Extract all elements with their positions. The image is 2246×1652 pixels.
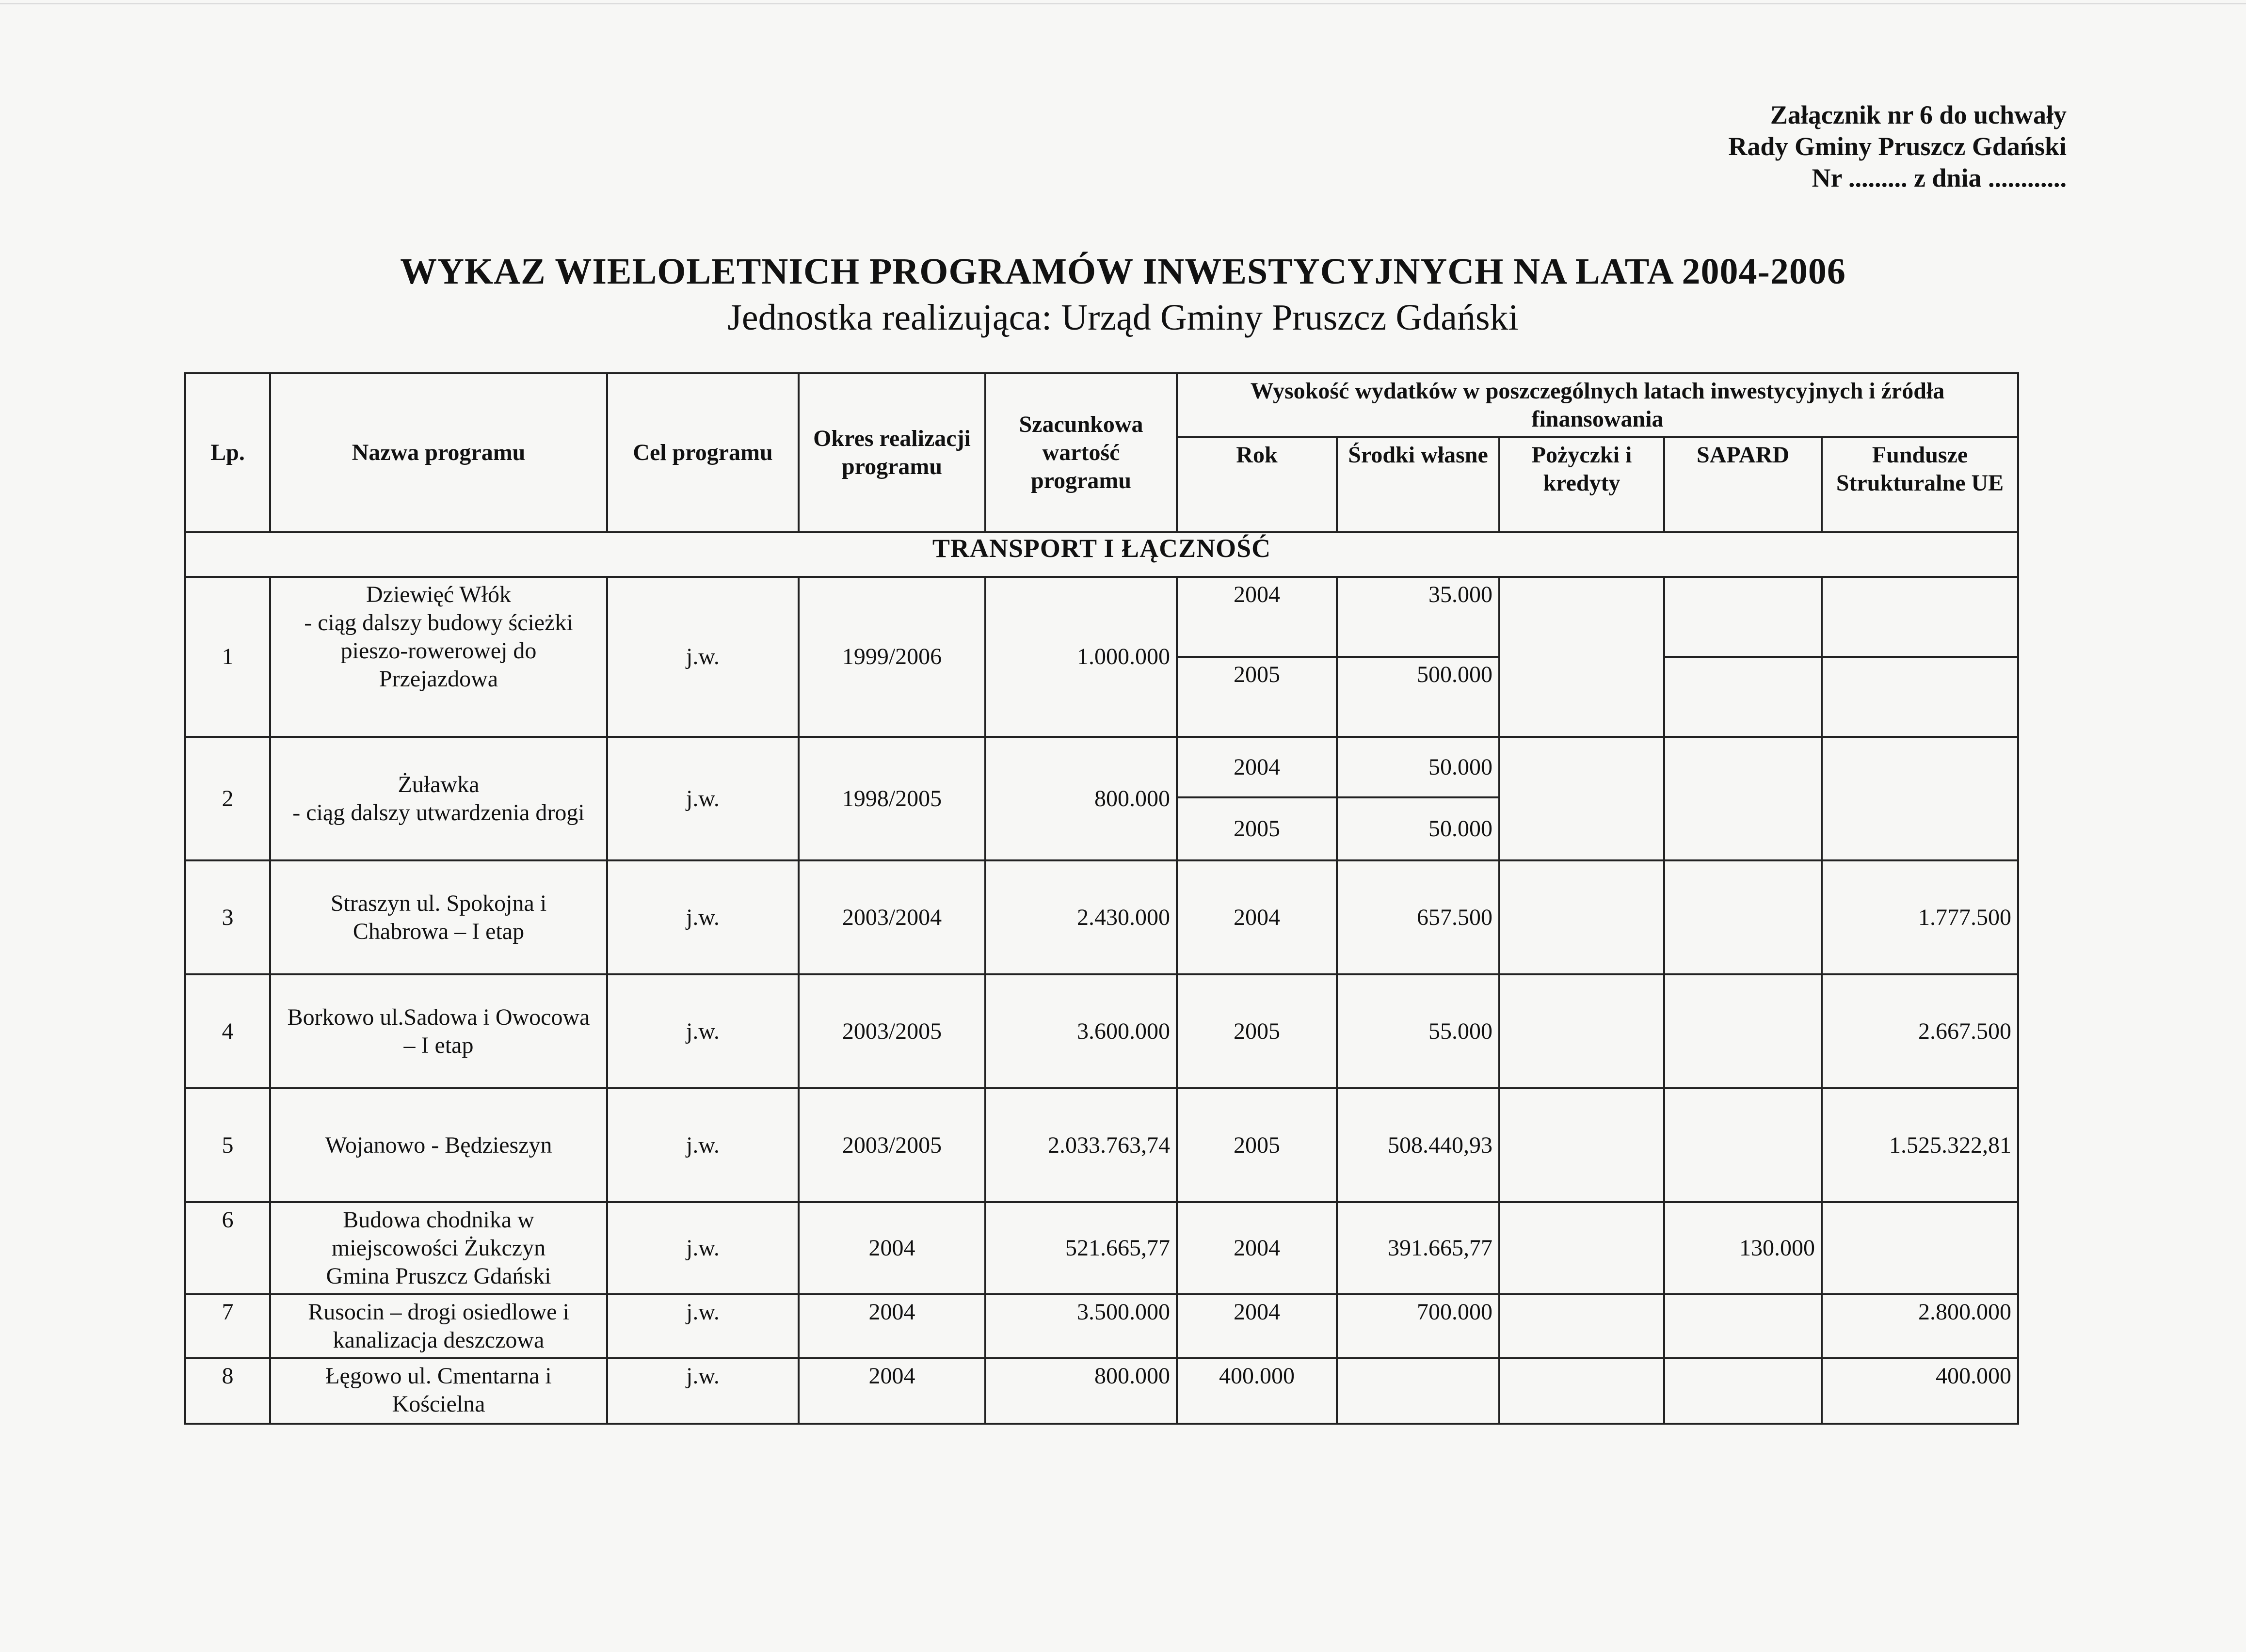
row-nazwa <box>270 1294 607 1358</box>
table-row <box>185 1358 2018 1424</box>
row-okres: 2004 <box>799 1358 985 1424</box>
row-nazwa-line: Dziewięć Włók <box>366 582 511 607</box>
table-row <box>185 860 2018 974</box>
row-wartosc: 800.000 <box>985 1358 1177 1424</box>
row-sapard <box>1664 1358 1822 1424</box>
row-sapard <box>1664 1088 1822 1202</box>
row-lp: 4 <box>185 974 270 1088</box>
row-lp: 5 <box>185 1088 270 1202</box>
header-cel: Cel programu <box>607 373 799 532</box>
row-srodki: 50.000 <box>1337 737 1499 797</box>
row-srodki: 500.000 <box>1337 657 1499 737</box>
row-nazwa <box>270 860 607 974</box>
table-row <box>185 1294 2018 1358</box>
row-sapard <box>1664 860 1822 974</box>
header-wartosc: Szacunkowa wartość programu <box>985 373 1177 532</box>
table-row <box>185 1202 2018 1294</box>
header-okres: Okres realizacji programu <box>799 373 985 532</box>
row-wartosc: 3.600.000 <box>985 974 1177 1088</box>
row-pozyczki <box>1499 1358 1664 1424</box>
row-fundusze <box>1822 1202 2018 1294</box>
row-lp: 8 <box>185 1358 270 1424</box>
row-nazwa <box>270 577 607 737</box>
row-nazwa-line: Rusocin – drogi osiedlowe i <box>308 1299 569 1325</box>
row-srodki: 50.000 <box>1337 797 1499 860</box>
header-nazwa: Nazwa programu <box>270 373 607 532</box>
row-cel: j.w. <box>607 1294 799 1358</box>
row-sapard <box>1664 974 1822 1088</box>
header-row-1 <box>185 373 2018 437</box>
annex-note <box>1728 99 2067 194</box>
row-wartosc: 1.000.000 <box>985 577 1177 737</box>
row-fundusze: 1.525.322,81 <box>1822 1088 2018 1202</box>
row-rok: 2005 <box>1177 1088 1337 1202</box>
row-srodki: 508.440,93 <box>1337 1088 1499 1202</box>
table-row <box>185 1088 2018 1202</box>
row-sapard <box>1664 737 1822 860</box>
row-nazwa-line: Budowa chodnika w <box>343 1207 534 1233</box>
row-sapard <box>1664 657 1822 737</box>
annex-line-2: Rady Gminy Pruszcz Gdański <box>1728 132 2067 161</box>
row-srodki: 700.000 <box>1337 1294 1499 1358</box>
row-rok: 2004 <box>1177 1202 1337 1294</box>
row-cel: j.w. <box>607 737 799 860</box>
row-okres: 2004 <box>799 1294 985 1358</box>
scan-edge-line <box>0 3 2246 4</box>
row-fundusze: 2.667.500 <box>1822 974 2018 1088</box>
row-nazwa-line: Chabrowa – I etap <box>353 918 525 944</box>
row-pozyczki <box>1499 1202 1664 1294</box>
row-sapard: 130.000 <box>1664 1202 1822 1294</box>
row-rok: 2005 <box>1177 974 1337 1088</box>
row-rok: 400.000 <box>1177 1358 1337 1424</box>
row-nazwa-line: Łęgowo ul. Cmentarna i <box>325 1363 552 1389</box>
row-wartosc: 2.033.763,74 <box>985 1088 1177 1202</box>
row-srodki: 55.000 <box>1337 974 1499 1088</box>
row-lp: 7 <box>185 1294 270 1358</box>
row-nazwa-line: - ciąg dalszy budowy ścieżki <box>304 610 573 635</box>
row-srodki: 657.500 <box>1337 860 1499 974</box>
row-nazwa-line: Żuławka <box>398 771 480 797</box>
row-nazwa-line: Borkowo ul.Sadowa i Owocowa <box>287 1004 590 1030</box>
row-nazwa-line: kanalizacja deszczowa <box>333 1327 545 1353</box>
table-row <box>185 974 2018 1088</box>
section-row <box>185 532 2018 577</box>
row-rok: 2005 <box>1177 657 1337 737</box>
row-nazwa <box>270 974 607 1088</box>
row-nazwa <box>270 1358 607 1424</box>
header-fundusze: Fundusze Strukturalne UE <box>1822 437 2018 532</box>
section-title: TRANSPORT I ŁĄCZNOŚĆ <box>185 532 2018 577</box>
table-row <box>185 737 2018 797</box>
row-nazwa-line: - ciąg dalszy utwardzenia drogi <box>292 799 585 826</box>
row-rok: 2004 <box>1177 737 1337 797</box>
row-okres: 1998/2005 <box>799 737 985 860</box>
row-nazwa-line: Gmina Pruszcz Gdański <box>326 1263 551 1289</box>
row-okres: 1999/2006 <box>799 577 985 737</box>
row-fundusze <box>1822 577 2018 657</box>
row-okres: 2003/2005 <box>799 1088 985 1202</box>
row-fundusze: 400.000 <box>1822 1358 2018 1424</box>
row-lp: 6 <box>185 1202 270 1294</box>
row-srodki: 35.000 <box>1337 577 1499 657</box>
header-sapard: SAPARD <box>1664 437 1822 532</box>
row-srodki <box>1337 1358 1499 1424</box>
row-fundusze <box>1822 737 2018 860</box>
header-pozyczki: Pożyczki i kredyty <box>1499 437 1664 532</box>
row-cel: j.w. <box>607 577 799 737</box>
row-fundusze: 2.800.000 <box>1822 1294 2018 1358</box>
header-financing-group: Wysokość wydatków w poszczególnych latach inwestycyjnych i źródła finansowania <box>1177 373 2018 437</box>
row-lp: 2 <box>185 737 270 860</box>
investment-programs-table <box>184 372 2019 1425</box>
row-pozyczki <box>1499 577 1664 737</box>
row-rok: 2005 <box>1177 797 1337 860</box>
row-cel: j.w. <box>607 1358 799 1424</box>
header-srodki: Środki własne <box>1337 437 1499 532</box>
row-nazwa-line: pieszo-rowerowej do <box>340 638 537 664</box>
row-nazwa-line: – I etap <box>403 1032 474 1058</box>
row-sapard <box>1664 577 1822 657</box>
document-title: WYKAZ WIELOLETNICH PROGRAMÓW INWESTYCYJNYCH NA LATA 2004-2006 <box>400 251 1846 292</box>
row-nazwa-line: Kościelna <box>392 1391 485 1417</box>
row-nazwa <box>270 1088 607 1202</box>
row-cel: j.w. <box>607 1202 799 1294</box>
row-okres: 2004 <box>799 1202 985 1294</box>
annex-line-3: Nr ......... z dnia ............ <box>1812 163 2067 192</box>
row-okres: 2003/2004 <box>799 860 985 974</box>
row-nazwa-line: Wojanowo - Będzieszyn <box>325 1132 552 1158</box>
row-lp: 1 <box>185 577 270 737</box>
row-wartosc: 2.430.000 <box>985 860 1177 974</box>
row-pozyczki <box>1499 1088 1664 1202</box>
row-pozyczki <box>1499 737 1664 860</box>
document-subtitle: Jednostka realizująca: Urząd Gminy Pruszcz Gdański <box>727 297 1519 338</box>
row-cel: j.w. <box>607 1088 799 1202</box>
header-rok: Rok <box>1177 437 1337 532</box>
header-lp: Lp. <box>185 373 270 532</box>
row-cel: j.w. <box>607 860 799 974</box>
row-fundusze: 1.777.500 <box>1822 860 2018 974</box>
row-nazwa <box>270 1202 607 1294</box>
row-fundusze <box>1822 657 2018 737</box>
row-cel: j.w. <box>607 974 799 1088</box>
row-rok: 2004 <box>1177 577 1337 657</box>
row-pozyczki <box>1499 860 1664 974</box>
row-wartosc: 800.000 <box>985 737 1177 860</box>
row-wartosc: 521.665,77 <box>985 1202 1177 1294</box>
row-pozyczki <box>1499 1294 1664 1358</box>
table-row <box>185 577 2018 657</box>
row-rok: 2004 <box>1177 860 1337 974</box>
row-lp: 3 <box>185 860 270 974</box>
row-nazwa-line: miejscowości Żukczyn <box>331 1235 546 1261</box>
row-rok: 2004 <box>1177 1294 1337 1358</box>
row-srodki: 391.665,77 <box>1337 1202 1499 1294</box>
row-okres: 2003/2005 <box>799 974 985 1088</box>
row-pozyczki <box>1499 974 1664 1088</box>
row-nazwa <box>270 737 607 860</box>
annex-line-1: Załącznik nr 6 do uchwały <box>1770 100 2067 129</box>
row-wartosc: 3.500.000 <box>985 1294 1177 1358</box>
row-sapard <box>1664 1294 1822 1358</box>
row-nazwa-line: Przejazdowa <box>379 666 498 692</box>
row-nazwa-line: Straszyn ul. Spokojna i <box>330 890 547 916</box>
